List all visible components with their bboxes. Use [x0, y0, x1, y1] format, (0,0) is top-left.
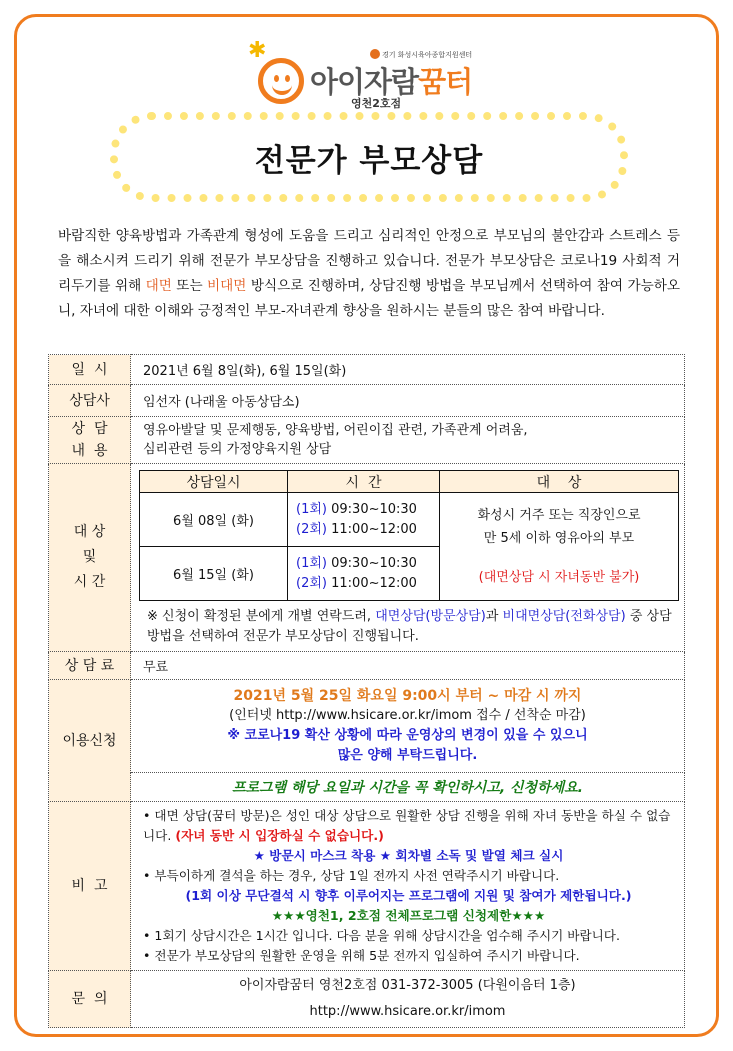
session-row [140, 493, 679, 547]
session-times: (1회) 09:30~10:30 (2회) 11:00~12:00 [288, 547, 440, 601]
label-counselor: 상담사 [49, 385, 131, 417]
method-notice: ※ 신청이 확정된 분에게 개별 연락드려, 대면상담(방문상담)과 비대면상담(전화상담) 중 상담 방법을 선택하여 전문가 부모상담이 진행됩니다. [147, 609, 672, 644]
info-table [48, 354, 685, 1028]
header-date: 상담일시 [140, 471, 288, 493]
header-target: 대 상 [440, 471, 679, 493]
row-contact [49, 971, 685, 1028]
value-contact: 아이자람꿈터 영천2호점 031-372-3005 (다원이음터 1층) http://www.hsicare.or.kr/imom [131, 971, 685, 1028]
label-target: 대 상 및 시 간 [49, 464, 131, 652]
label-apply: 이용신청 [49, 680, 131, 802]
value-notes: • 대면 상담(꿈터 방문)은 성인 대상 상담으로 원활한 상담 진행을 위해 자녀 동반을 하실 수 없습니다. (자녀 동반 시 입장하실 수 없습니다.) ★ 방문시 마스크 착용 ★ 회차별 소독 및 발열 체크 실시 • 부득이하게 결석을 하는 경우, 상담 1일 전까지 사전 연락주시기 바랍니다. (1회 이상 무단결석 시 향후 이루어지는 프로그램에 지원 및 참여가 제한됩니다.) ★★★영천1, 2호점 전체프로그램 신청제한★★★ • 1회기 상담시간은 1시간 입니다. 다음 분을 위해 상담시간을 엄수해 주시기 바랍니다. • 전문가 부모상담의 원활한 운영을 위해 5분 전까지 입실하여 주시기 바랍니다. [131, 802, 685, 971]
star-icon: ✱ [248, 38, 267, 63]
label-content: 상 담 내 용 [49, 417, 131, 464]
row-apply [49, 680, 685, 773]
label-contact: 문 의 [49, 971, 131, 1028]
label-date: 일 시 [49, 355, 131, 385]
label-notes: 비 고 [49, 802, 131, 971]
row-check [49, 773, 685, 802]
row-content [49, 417, 685, 464]
value-date: 2021년 6월 8일(화), 6월 15일(화) [131, 355, 685, 385]
apply-method: (인터넷 http://www.hsicare.or.kr/imom 접수 / 선착순 마감) [229, 708, 586, 723]
org-mark-icon [370, 49, 380, 59]
value-fee: 무료 [131, 652, 685, 680]
row-date [49, 355, 685, 385]
contact-url[interactable]: http://www.hsicare.or.kr/imom [309, 1004, 506, 1019]
apply-period: 2021년 5월 25일 화요일 9:00시 부터 ~ 마감 시 까지 [233, 688, 582, 704]
smile-face-icon [258, 58, 304, 104]
value-counselor: 임선자 (나래울 아동상담소) [131, 385, 685, 417]
page-title: 전문가 부모상담 [254, 142, 484, 179]
value-target [131, 464, 685, 652]
session-times: (1회) 09:30~10:30 (2회) 11:00~12:00 [288, 493, 440, 547]
session-date: 6월 08일 (화) [140, 493, 288, 547]
covid-notice: ※ 코로나19 확산 상황에 따라 운영상의 변경이 있을 수 있으니 [227, 728, 588, 743]
row-counselor [49, 385, 685, 417]
target-audience: 화성시 거주 또는 직장인으로 만 5세 이하 영유아의 부모 (대면상담 시 자녀동반 불가) [440, 493, 679, 601]
value-apply [131, 680, 685, 773]
session-date: 6월 15일 (화) [140, 547, 288, 601]
label-fee: 상 담 료 [49, 652, 131, 680]
covid-notice-2: 많은 양해 부탁드립니다. [337, 748, 478, 763]
header-time: 시 간 [288, 471, 440, 493]
check-reminder: 프로그램 해당 요일과 시간을 꼭 확인하시고, 신청하세요. [131, 773, 685, 802]
row-notes [49, 802, 685, 971]
brand-name: 아이자람꿈터 [310, 65, 473, 99]
row-target [49, 464, 685, 652]
org-name: 경기 화성시육아종합지원센터 [382, 51, 473, 59]
value-content: 영유아발달 및 문제행동, 양육방법, 어린이집 관련, 가족관계 어려움, 심리관련 등의 가정양육지원 상담 [131, 417, 685, 464]
title-banner [110, 112, 628, 202]
schedule-table [139, 470, 679, 601]
branch-name: 영천2호점 [351, 97, 402, 110]
row-fee [49, 652, 685, 680]
logo [248, 40, 498, 110]
intro-paragraph: 바람직한 양육방법과 가족관계 형성에 도움을 드리고 심리적인 안정으로 부모님의 불안감과 스트레스 등을 해소시켜 드리기 위해 전문가 부모상담을 진행하고 있습니다. 전문가 부모상담은 코로나19 사회적 거리두기를 위해 대면 또는 비대면 방식으로 진행하며, 상담진행 방법을 부모님께서 선택하여 참여 가능하오니, 자녀에 대한 이해와 긍정적인 부모-자녀관계 향상을 원하시는 분들의 많은 참여 바랍니다. [58, 228, 681, 319]
